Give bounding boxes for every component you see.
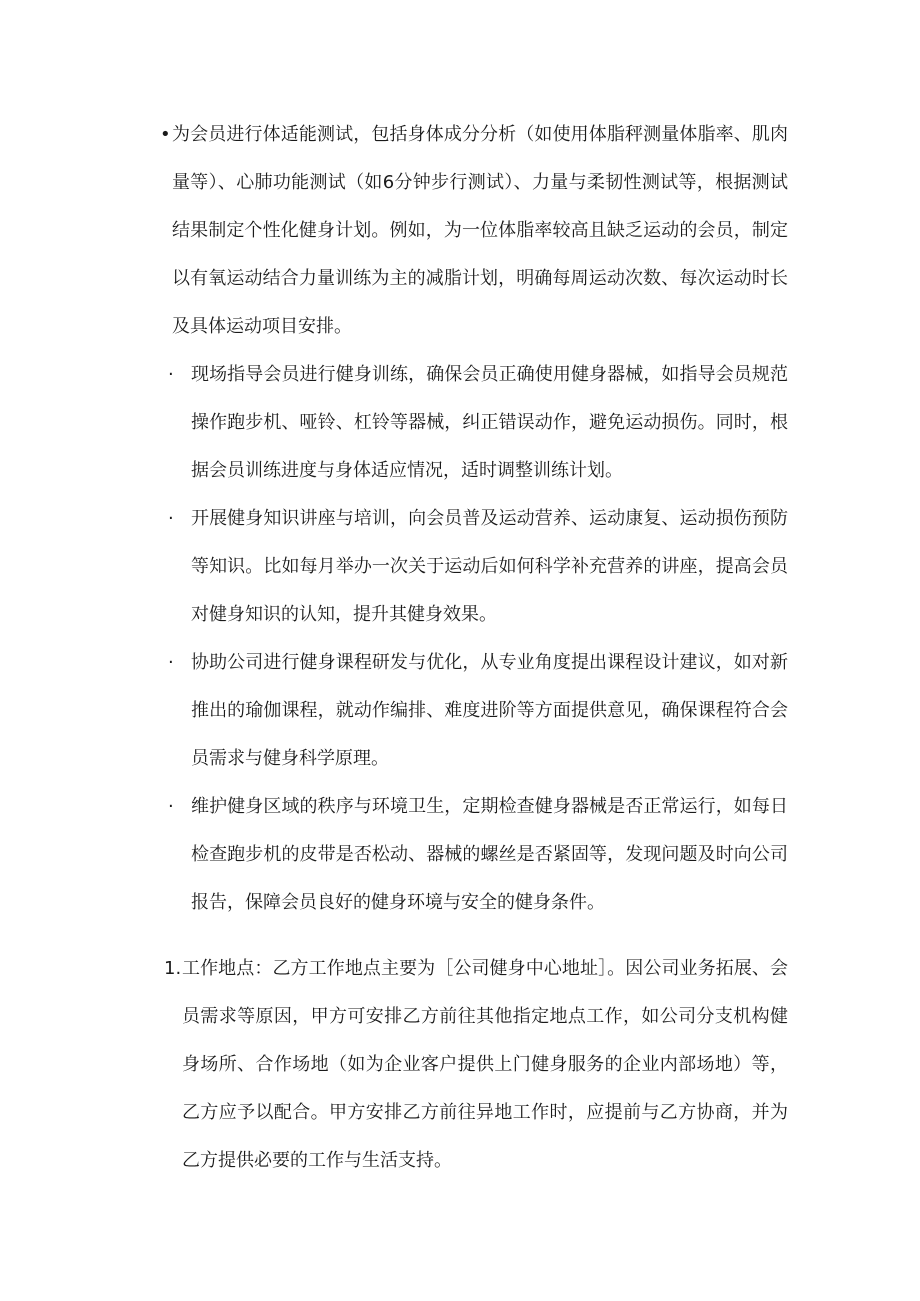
bullet-marker: · bbox=[168, 508, 174, 529]
list-item-text: 现场指导会员进行健身训练，确保会员正确使用健身器械，如指导会员规范操作跑步机、哑铃、杠铃等器械，纠正错误动作，避免运动损伤。同时，根据会员训练进度与身体适应情况，适时调整训练计划。 bbox=[191, 364, 788, 481]
list-item-knowledge-lectures bbox=[0, 495, 920, 639]
list-item-fitness-test bbox=[0, 111, 920, 351]
bullet-marker: • bbox=[160, 124, 171, 145]
number-marker: 1. bbox=[164, 958, 182, 979]
list-item-text: 维护健身区域的秩序与环境卫生，定期检查健身器械是否正常运行，如每日检查跑步机的皮带是否松动、器械的螺丝是否紧固等，发现问题及时向公司报告，保障会员良好的健身环境与安全的健身条件。 bbox=[191, 796, 788, 913]
bullet-marker: · bbox=[168, 796, 174, 817]
list-item-onsite-guidance bbox=[0, 351, 920, 495]
bullet-marker: · bbox=[168, 364, 174, 385]
list-item-text: 为会员进行体适能测试，包括身体成分分析（如使用体脂秤测量体脂率、肌肉量等）、心肺功能测试（如6分钟步行测试）、力量与柔韧性测试等，根据测试结果制定个性化健身计划。例如，为一位体脂率较高且缺乏运动的会员，制定以有氧运动结合力量训练为主的减脂计划，明确每周运动次数、每次运动时长及具体运动项目安排。 bbox=[172, 124, 788, 337]
bullet-marker: · bbox=[168, 652, 174, 673]
list-item-text: 协助公司进行健身课程研发与优化，从专业角度提出课程设计建议，如对新推出的瑜伽课程，就动作编排、难度进阶等方面提供意见，确保课程符合会员需求与健身科学原理。 bbox=[191, 652, 788, 769]
list-item-work-location bbox=[0, 945, 920, 1185]
list-item-text: 开展健身知识讲座与培训，向会员普及运动营养、运动康复、运动损伤预防等知识。比如每月举办一次关于运动后如何科学补充营养的讲座，提高会员对健身知识的认知，提升其健身效果。 bbox=[191, 508, 788, 625]
list-item-area-maintenance bbox=[0, 783, 920, 927]
list-item-text: 工作地点：乙方工作地点主要为［公司健身中心地址］。因公司业务拓展、会员需求等原因，甲方可安排乙方前往其他指定地点工作，如公司分支机构健身场所、合作场地（如为企业客户提供上门健身服务的企业内部场地）等，乙方应予以配合。甲方安排乙方前往异地工作时，应提前与乙方协商，并为乙方提供必要的工作与生活支持。 bbox=[182, 958, 788, 1171]
list-item-course-development bbox=[0, 639, 920, 783]
